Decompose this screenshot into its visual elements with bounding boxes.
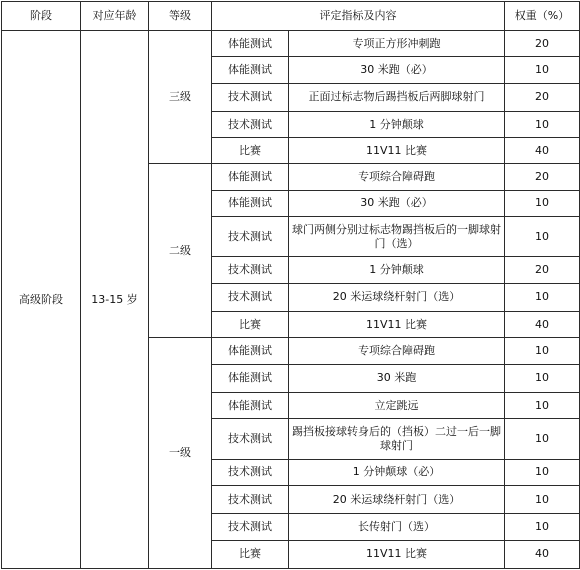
header-stage: 阶段 bbox=[2, 2, 81, 31]
header-level: 等级 bbox=[149, 2, 212, 31]
item-cell: 30 米跑（必） bbox=[289, 190, 505, 216]
item-cell: 30 米跑（必） bbox=[289, 57, 505, 83]
category-cell: 技术测试 bbox=[212, 111, 289, 137]
category-cell: 体能测试 bbox=[212, 31, 289, 57]
item-cell: 11V11 比赛 bbox=[289, 138, 505, 164]
category-cell: 体能测试 bbox=[212, 190, 289, 216]
weight-cell: 20 bbox=[505, 83, 580, 111]
item-cell: 踢挡板接球转身后的（挡板）二过一后一脚球射门 bbox=[289, 419, 505, 459]
item-cell: 30 米跑 bbox=[289, 364, 505, 392]
level-cell-1: 一级 bbox=[149, 338, 212, 569]
weight-cell: 20 bbox=[505, 31, 580, 57]
item-cell: 专项正方形冲刺跑 bbox=[289, 31, 505, 57]
weight-cell: 10 bbox=[505, 364, 580, 392]
weight-cell: 10 bbox=[505, 338, 580, 364]
item-cell: 专项综合障碍跑 bbox=[289, 338, 505, 364]
header-row bbox=[2, 2, 580, 31]
category-cell: 技术测试 bbox=[212, 83, 289, 111]
weight-cell: 10 bbox=[505, 514, 580, 540]
weight-cell: 10 bbox=[505, 217, 580, 257]
table-row bbox=[2, 31, 580, 57]
item-cell: 正面过标志物后踢挡板后两脚球射门 bbox=[289, 83, 505, 111]
category-cell: 体能测试 bbox=[212, 364, 289, 392]
weight-cell: 10 bbox=[505, 57, 580, 83]
category-cell: 比赛 bbox=[212, 312, 289, 338]
category-cell: 比赛 bbox=[212, 540, 289, 569]
category-cell: 体能测试 bbox=[212, 338, 289, 364]
weight-cell: 10 bbox=[505, 190, 580, 216]
item-cell: 球门两侧分别过标志物踢挡板后的一脚球射门（选） bbox=[289, 217, 505, 257]
category-cell: 体能测试 bbox=[212, 164, 289, 190]
weight-cell: 40 bbox=[505, 138, 580, 164]
item-cell: 1 分钟颠球 bbox=[289, 111, 505, 137]
category-cell: 体能测试 bbox=[212, 392, 289, 418]
item-cell: 20 米运球绕杆射门（选） bbox=[289, 283, 505, 311]
item-cell: 11V11 比赛 bbox=[289, 312, 505, 338]
weight-cell: 10 bbox=[505, 485, 580, 513]
weight-cell: 10 bbox=[505, 419, 580, 459]
weight-cell: 10 bbox=[505, 459, 580, 485]
item-cell: 长传射门（选） bbox=[289, 514, 505, 540]
header-weight: 权重（%） bbox=[505, 2, 580, 31]
weight-cell: 40 bbox=[505, 312, 580, 338]
category-cell: 技术测试 bbox=[212, 459, 289, 485]
item-cell: 专项综合障碍跑 bbox=[289, 164, 505, 190]
level-cell-3: 三级 bbox=[149, 31, 212, 164]
weight-cell: 10 bbox=[505, 283, 580, 311]
item-cell: 1 分钟颠球 bbox=[289, 257, 505, 283]
weight-cell: 20 bbox=[505, 164, 580, 190]
weight-cell: 20 bbox=[505, 257, 580, 283]
item-cell: 立定跳远 bbox=[289, 392, 505, 418]
item-cell: 1 分钟颠球（必） bbox=[289, 459, 505, 485]
header-criteria: 评定指标及内容 bbox=[212, 2, 505, 31]
category-cell: 技术测试 bbox=[212, 514, 289, 540]
weight-cell: 40 bbox=[505, 540, 580, 569]
weight-cell: 10 bbox=[505, 111, 580, 137]
level-cell-2: 二级 bbox=[149, 164, 212, 338]
category-cell: 技术测试 bbox=[212, 419, 289, 459]
weight-cell: 10 bbox=[505, 392, 580, 418]
item-cell: 20 米运球绕杆射门（选） bbox=[289, 485, 505, 513]
assessment-table bbox=[1, 1, 580, 569]
category-cell: 技术测试 bbox=[212, 217, 289, 257]
category-cell: 体能测试 bbox=[212, 57, 289, 83]
stage-cell: 高级阶段 bbox=[2, 31, 81, 569]
header-age: 对应年龄 bbox=[81, 2, 149, 31]
category-cell: 技术测试 bbox=[212, 485, 289, 513]
item-cell: 11V11 比赛 bbox=[289, 540, 505, 569]
category-cell: 比赛 bbox=[212, 138, 289, 164]
category-cell: 技术测试 bbox=[212, 283, 289, 311]
age-cell: 13-15 岁 bbox=[81, 31, 149, 569]
category-cell: 技术测试 bbox=[212, 257, 289, 283]
